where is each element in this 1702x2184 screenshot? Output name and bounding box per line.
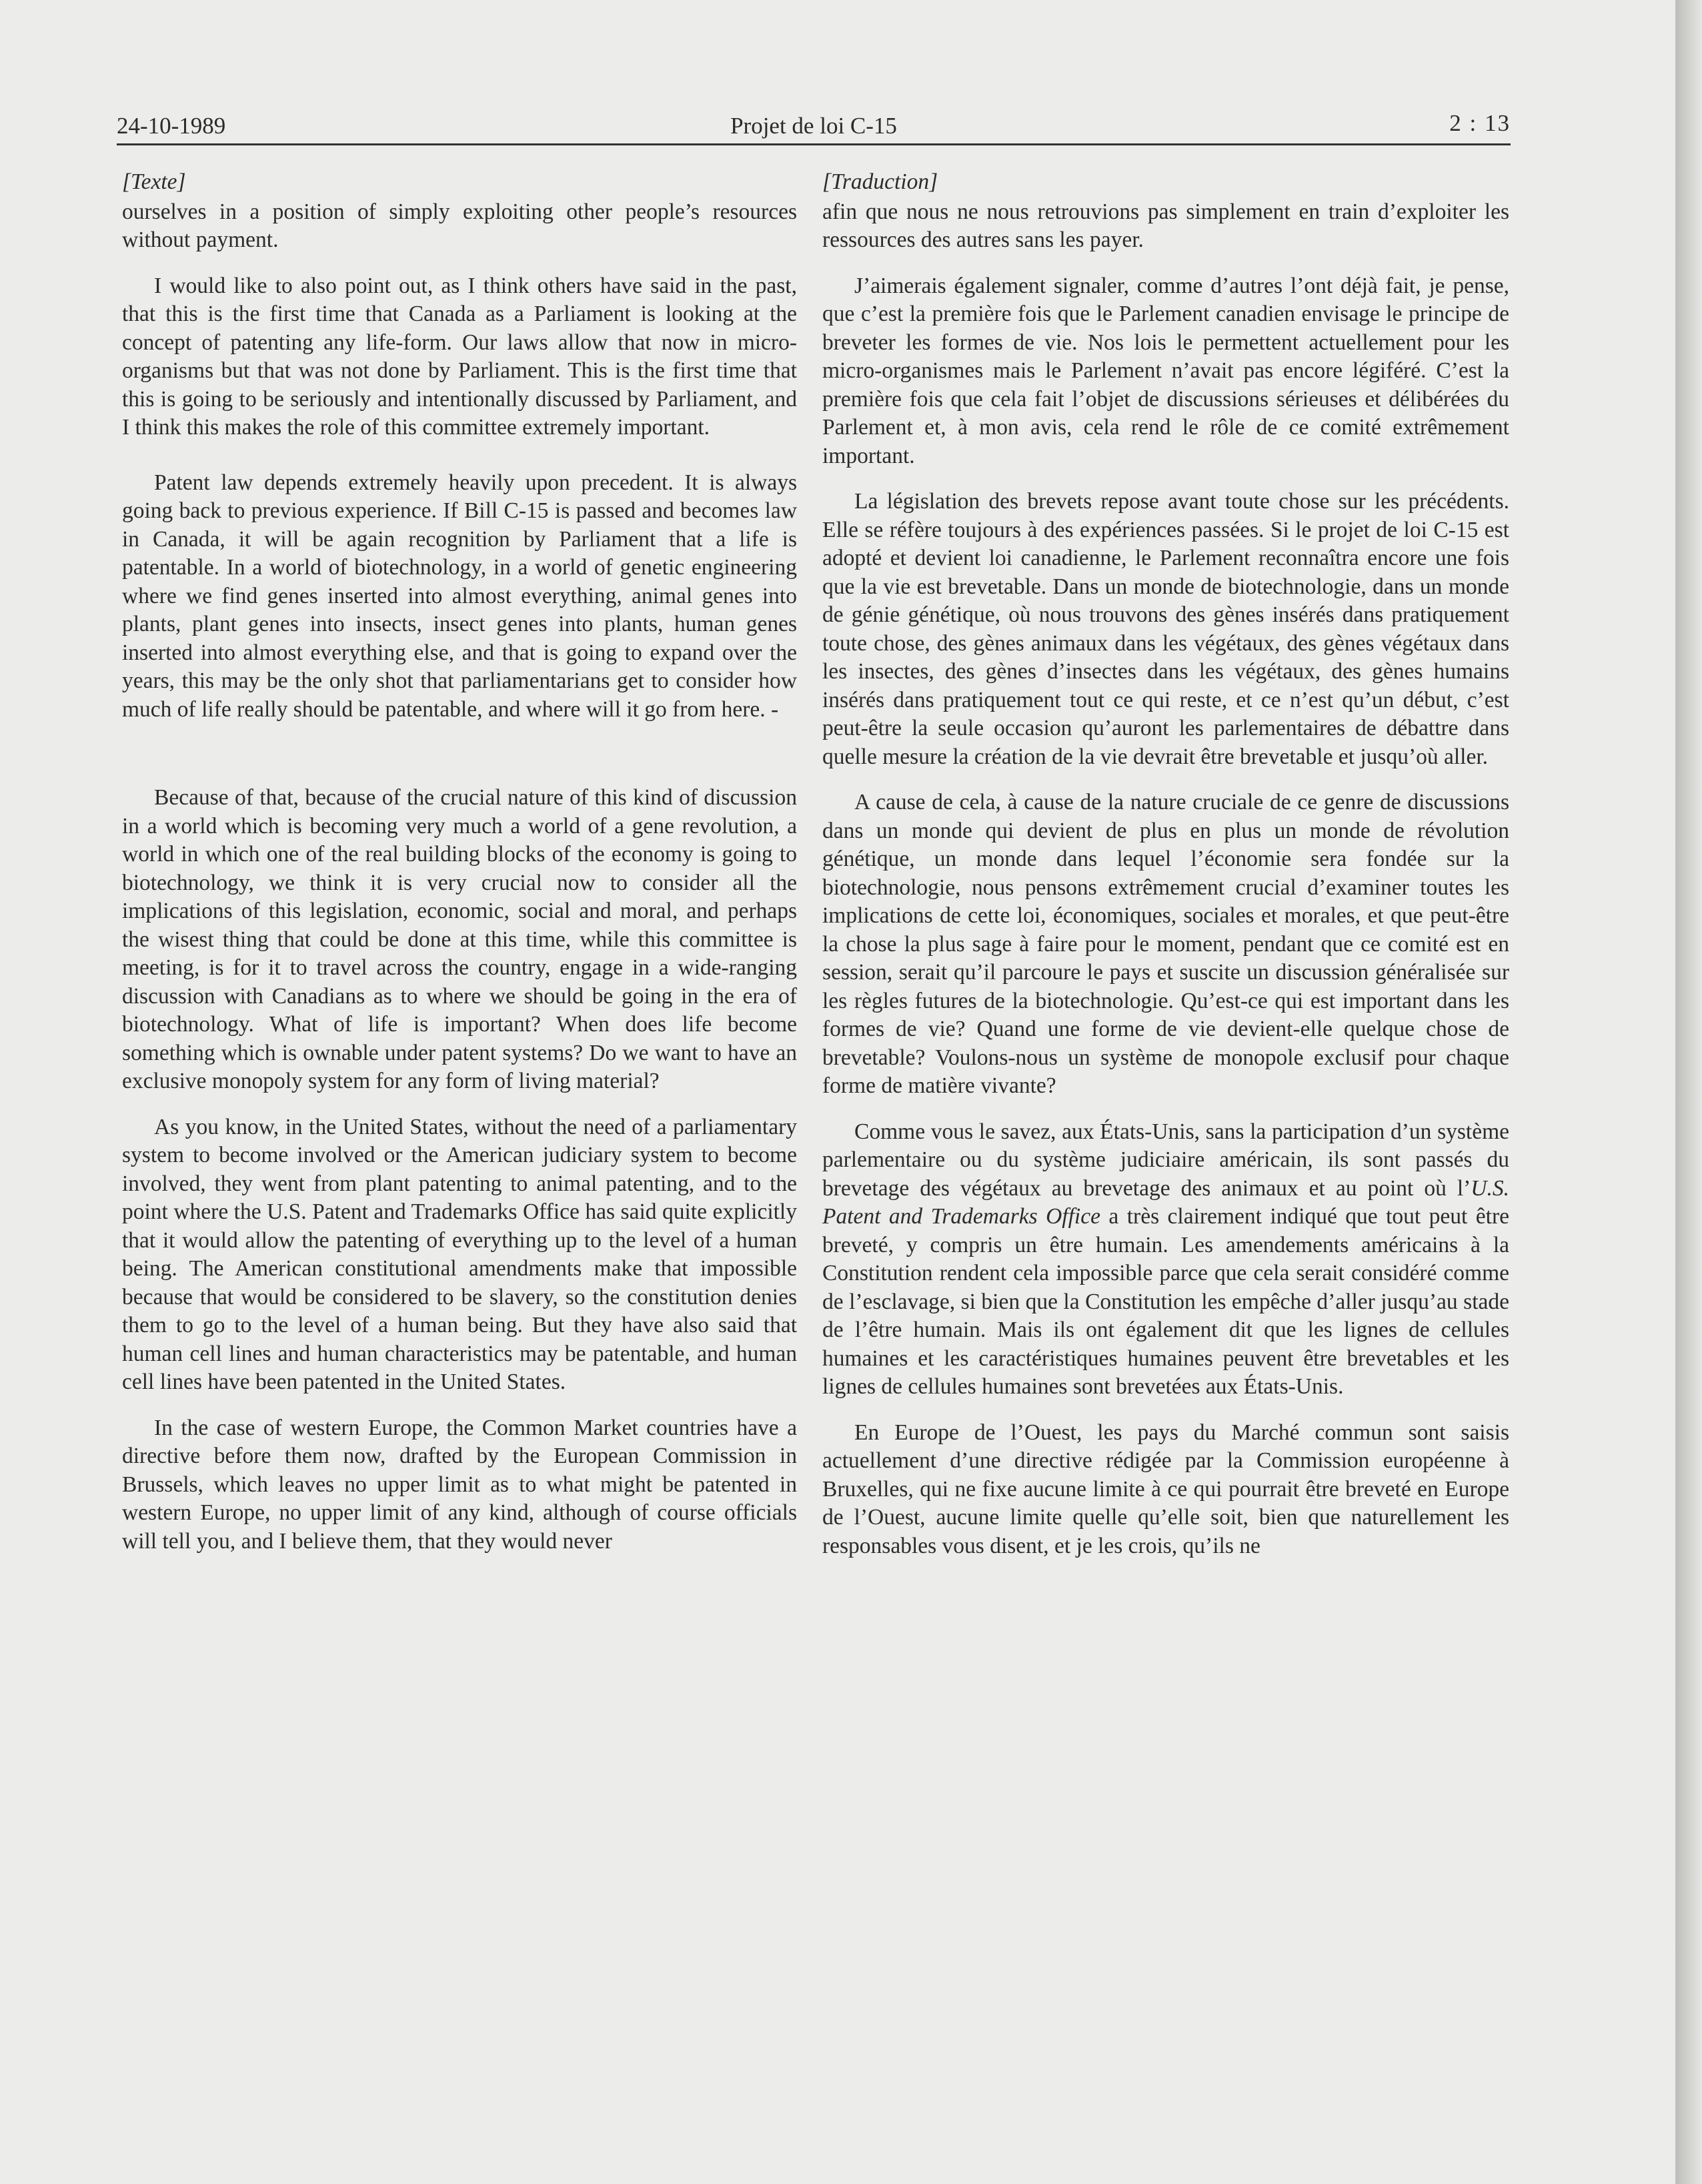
english-text-column: [122, 168, 797, 1573]
paragraph-text: Comme vous le savez, aux États-Unis, sans la participation d’un système parlementaire ou du système judiciaire américain, ils sont passés du brevetage des végétaux au brevetage des animaux et au point où l’: [822, 1119, 1509, 1201]
page-edge: [1675, 0, 1702, 2184]
header-page-number: 2 : 13: [1449, 110, 1511, 136]
paragraph-text: a très clairement indiqué que tout peut être breveté, y compris un être humain. Les amendements américains à la Constitution rendent cela impossible parce que cela serait considéré comme de l’esclavage, si bien que la Constitution les empêche d’aller jusqu’au stade de l’être humain. Mais ils ont également dit que les lignes de cellules humaines et les caractéristiques humaines peuvent être brevetables et les lignes de cellules humaines sont brevetées aux États-Unis.: [822, 1204, 1509, 1399]
paragraph: [822, 1118, 1509, 1402]
paragraph: Patent law depends extremely heavily upon precedent. It is always going back to previous experience. If Bill C-15 is passed and becomes law in Canada, it will be again recognition by Parliament that a life is patentable. In a world of biotechnology, in a world of genetic engineering where we find genes inserted into almost everything, animal genes into plants, plant genes into insects, insect genes into plants, human genes inserted into almost everything else, and that is going to expand over the years, this may be the only shot that parliamentarians get to consider how much of life really should be patentable, and where will it go from here. -: [122, 470, 797, 722]
header-title: Projet de loi C-15: [730, 113, 897, 139]
paragraph: A cause de cela, à cause de la nature cruciale de ce genre de discussions dans un monde qui devient de plus en plus un monde de révolution génétique, un monde dans lequel l’économie sera fondée sur la biotechnologie, nous pensons extrêmement crucial d’examiner toutes les implications de cette loi, économiques, sociales et morales, et que peut-être la chose la plus sage à faire pour le moment, pendant que ce comité est en session, serait qu’il parcoure le pays et suscite un discussion généralisée sur les règles futures de la biotechnologie. Qu’est-ce qui est important dans les formes de vie? Quand une forme de vie devient-elle quelque chose de brevetable? Voulons-nous un système de monopole exclusif pour chaque forme de matière vivante?: [822, 790, 1509, 1098]
italic-office-name: U.S. Patent and Trademarks Office: [822, 1175, 1509, 1229]
column-label-traduction: [Traduction]: [822, 169, 938, 194]
paragraph: J’aimerais également signaler, comme d’autres l’ont déjà fait, je pense, que c’est la première fois que le Parlement canadien envisage le principe de breveter les formes de vie. Nos lois le permettent actuellement pour les micro-organismes mais le Parlement n’avait pas encore légiféré. C’est la première fois que cela fait l’objet de discussions sérieuses et délibérées du Parlement et, à mon avis, cela rend le rôle de ce comité extrêmement important.: [822, 273, 1509, 468]
paragraph: En Europe de l’Ouest, les pays du Marché commun sont saisis actuellement d’une directive rédigée par la Commission européenne à Bruxelles, qui ne fixe aucune limite à ce qui pourrait être breveté en Europe de l’Ouest, aucune limite quelle qu’elle soit, bien que naturellement les responsables vous disent, et je les crois, qu’ils ne: [822, 1420, 1509, 1558]
paragraph: In the case of western Europe, the Common Market countries have a directive before them now, drafted by the European Commission in Brussels, which leaves no upper limit as to what might be patented in western Europe, no upper limit of any kind, although of course officials will tell you, and I believe them, that they would never: [122, 1415, 797, 1554]
page-header: [117, 110, 1511, 145]
paragraph: ourselves in a position of simply exploiting other people’s resources without payment.: [122, 199, 797, 252]
paragraph: La législation des brevets repose avant toute chose sur les précédents. Elle se réfère toujours à des expériences passées. Si le projet de loi C-15 est adopté et devient loi canadienne, le Parlement reconnaîtra encore une fois que la vie est brevetable. Dans un monde de biotechnologie, dans un monde de génie génétique, où nous trouvons des gènes insérés dans pratiquement toute chose, des gènes animaux dans les végétaux, des gènes végétaux dans les insectes, des gènes d’insectes dans les végétaux, des gènes humains insérés dans pratiquement tout ce qui reste, et ce n’est qu’un début, c’est peut-être la seule occasion qu’auront les parlementaires de débattre dans quelle mesure la création de la vie devrait être brevetable et jusqu’où aller.: [822, 489, 1509, 769]
column-label-texte: [Texte]: [122, 169, 186, 194]
header-date: 24-10-1989: [117, 113, 226, 139]
paragraph: I would like to also point out, as I think others have said in the past, that this is the first time that Canada as a Parliament is looking at the concept of patenting any life-form. Our laws allow that now in micro-organisms but that was not done by Parliament. This is the first time that this is going to be seriously and intentionally discussed by Parliament, and I think this makes the role of this committee extremely important.: [122, 273, 797, 440]
paragraph: As you know, in the United States, without the need of a parliamentary system to become involved or the American judiciary system to become involved, they went from plant patenting to animal patenting, and to the point where the U.S. Patent and Trademarks Office has said quite explicitly that it would allow the patenting of everything up to the level of a human being. The American constitutional amendments make that impossible because that would be considered to be slavery, so the constitution denies them to go to the level of a human being. But they have also said that human cell lines and human characteristics may be patentable, and human cell lines have been patented in the United States.: [122, 1114, 797, 1394]
paragraph: Because of that, because of the crucial nature of this kind of discussion in a world which is becoming very much a world of a gene revolution, a world in which one of the real building blocks of the economy is going to biotechnology, we think it is very crucial now to consider all the implications of this legislation, economic, social and moral, and perhaps the wisest thing that could be done at this time, while this committee is meeting, is for it to travel across the country, engage in a wide-ranging discussion with Canadians as to where we should be going in the era of biotechnology. What of life is important? When does life become something which is ownable under patent systems? Do we want to have an exclusive monopoly system for any form of living material?: [122, 785, 797, 1093]
french-text-column: [822, 168, 1509, 1578]
paragraph: afin que nous ne nous retrouvions pas simplement en train d’exploiter les ressources des autres sans les payer.: [822, 199, 1509, 252]
